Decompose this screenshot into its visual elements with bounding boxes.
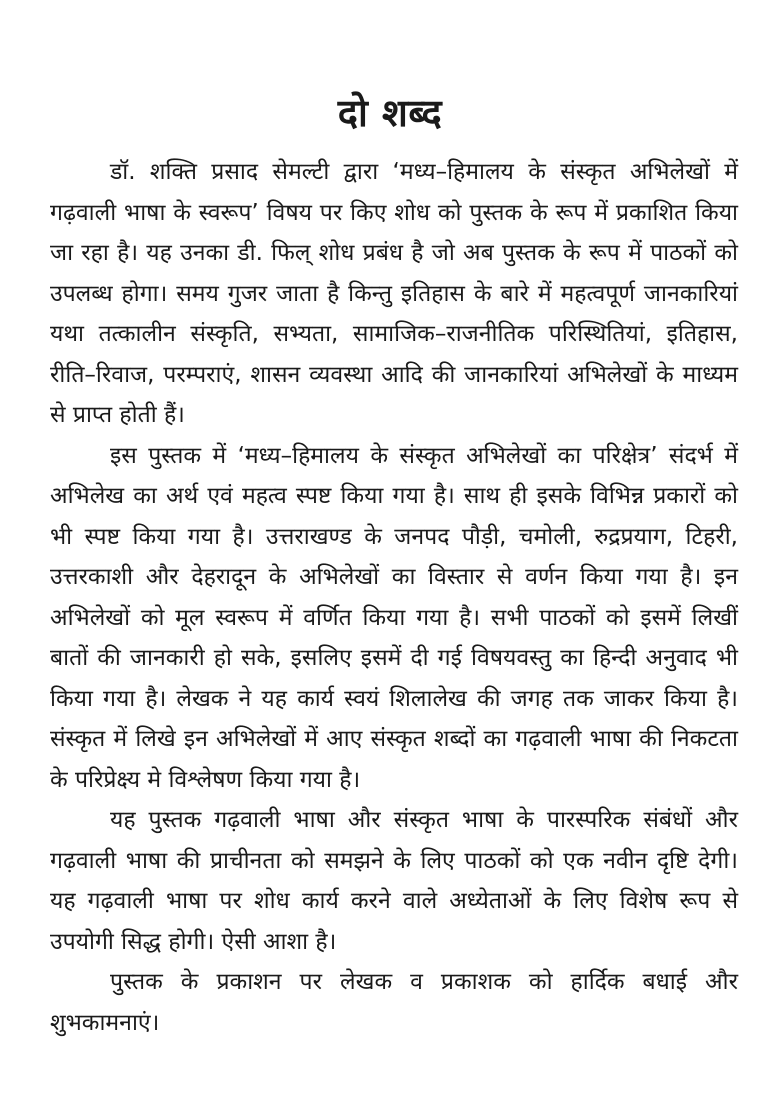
- paragraph-congratulations: पुस्तक के प्रकाशन पर लेखक व प्रकाशक को हार्दिक बधाई और शुभकामनाएं।: [50, 969, 738, 1036]
- paragraph-significance: यह पुस्तक गढ़वाली भाषा और संस्कृत भाषा के पारस्परिक संबंधों और गढ़वाली भाषा की प्राचीनता को समझने के लिए पाठकों को एक नवीन दृष्टि देगी। यह गढ़वाली भाषा पर शोध कार्य करने वाले अध्येताओं के लिए विशेष रूप से उपयोगी सिद्ध होगी। ऐसी आशा है।: [50, 807, 738, 955]
- paragraph-book-content: इस पुस्तक में ‘मध्य–हिमालय के संस्कृत अभिलेखों का परिक्षेत्र’ संदर्भ में अभिलेख का अर्थ एवं महत्व स्पष्ट किया गया है। साथ ही इसके विभिन्न प्रकारों को भी स्पष्ट किया गया है। उत्तराखण्ड के जनपद पौड़ी, चमोली, रुद्रप्रयाग, टिहरी, उत्तरकाशी और देहरादून के अभिलेखों का विस्तार से वर्णन किया गया है। इन अभिलेखों को मूल स्वरूप में वर्णित किया गया है। सभी पाठकों को इसमें लिखीं बातों की जानकारी हो सके, इसलिए इसमें दी गई विषयवस्तु का हिन्दी अनुवाद भी किया गया है। लेखक ने यह कार्य स्वयं शिलालेख की जगह तक जाकर किया है। संस्कृत में लिखे इन अभिलेखों में आए संस्कृत शब्दों का गढ़वाली भाषा की निकटता के परिप्रेक्ष्य मे विश्लेषण किया गया है।: [50, 442, 738, 793]
- document-body: [50, 152, 738, 1043]
- page-title: दो शब्द: [337, 91, 443, 136]
- paragraph-introduction: डॉ. शक्ति प्रसाद सेमल्टी द्वारा ‘मध्य–हिमालय के संस्कृत अभिलेखों में गढ़वाली भाषा के स्वरूप’ विषय पर किए शोध को पुस्तक के रूप में प्रकाशित किया जा रहा है। यह उनका डी. फिल् शोध प्रबंध है जो अब पुस्तक के रूप में पाठकों को उपलब्ध होगा। समय गुजर जाता है किन्तु इतिहास के बारे में महत्वपूर्ण जानकारियां यथा तत्कालीन संस्कृति, सभ्यता, सामाजिक–राजनीतिक परिस्थितियां, इतिहास, रीति–रिवाज, परम्पराएं, शासन व्यवस्था आदि की जानकारियां अभिलेखों के माध्यम से प्राप्त होती हैं।: [50, 159, 738, 428]
